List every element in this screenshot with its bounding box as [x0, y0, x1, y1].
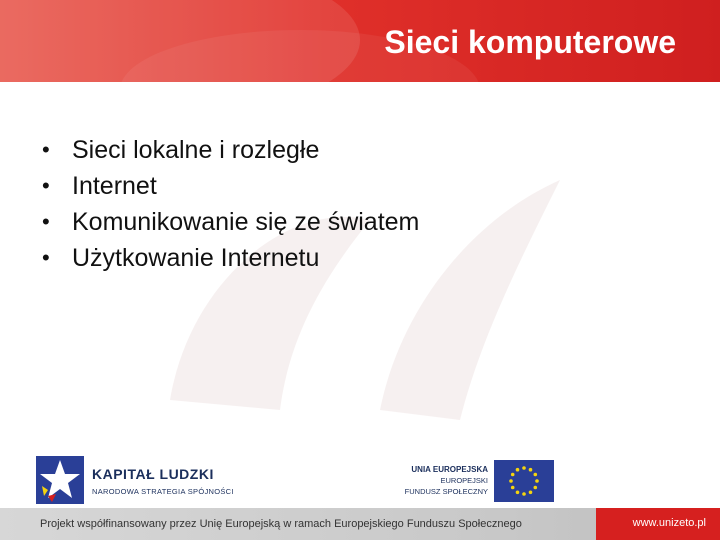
slide-title: Sieci komputerowe: [384, 24, 676, 60]
kapital-ludzki-name: KAPITAŁ LUDZKI: [92, 466, 214, 482]
footer-bar: [0, 508, 720, 540]
brand-url: www.unizeto.pl: [632, 517, 706, 529]
bullet-item: [42, 204, 682, 240]
bullet-icon: •: [42, 173, 50, 198]
bullet-list: [42, 132, 682, 276]
eu-line-2: EUROPEJSKI: [440, 476, 488, 485]
bullet-icon: •: [42, 137, 50, 162]
bullet-item: [42, 168, 682, 204]
cofinancing-note: Projekt współfinansowany przez Unię Europejską w ramach Europejskiego Funduszu Społecznego: [40, 518, 522, 530]
slide-content: [42, 132, 682, 276]
bullet-icon: •: [42, 209, 50, 234]
kapital-ludzki-star-icon: [36, 456, 84, 504]
bullet-text: Sieci lokalne i rozległe: [72, 135, 320, 164]
bullet-text: Komunikowanie się ze światem: [72, 207, 420, 236]
bullet-text: Internet: [72, 171, 157, 200]
bullet-icon: •: [42, 245, 50, 270]
brand-panel: [596, 508, 720, 540]
bullet-text: Użytkowanie Internetu: [72, 243, 320, 272]
eu-line-1: UNIA EUROPEJSKA: [411, 465, 488, 474]
eu-label: [370, 464, 488, 497]
eu-flag-icon: [494, 460, 554, 502]
title-bar: [0, 0, 720, 82]
footer-logos: [0, 452, 720, 512]
kapital-ludzki-subtitle: NARODOWA STRATEGIA SPÓJNOŚCI: [92, 487, 234, 496]
bullet-item: [42, 240, 682, 276]
eu-line-3: FUNDUSZ SPOŁECZNY: [404, 487, 488, 496]
bullet-item: [42, 132, 682, 168]
